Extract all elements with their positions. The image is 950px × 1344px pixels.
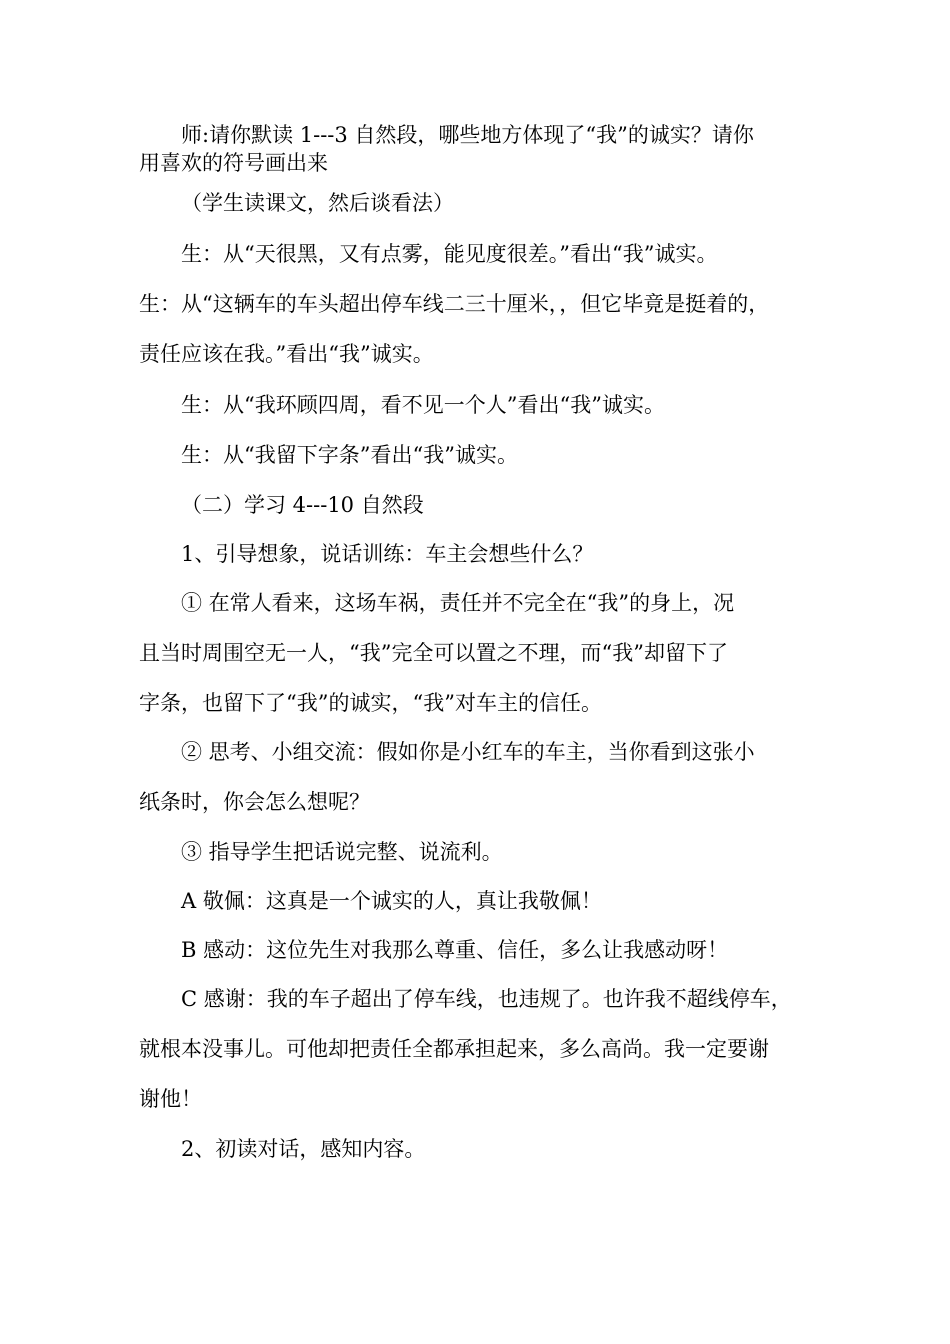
text-line: ① 在常人看来，这场车祸，责任并不完全在“我”的身上，况 [181,591,735,615]
paragraph-4 [139,279,819,379]
text-line: A 敬佩：这真是一个诚实的人，真让我敬佩！ [181,889,602,913]
text-line: 纸条时，你会怎么想呢？ [139,790,370,814]
text-line: 生：从“这辆车的车头超出停车线二三十厘米，，但它毕竟是挺着的， [139,292,770,316]
text-line: C 感谢：我的车子超出了停车线，也违规了。也许我不超线停车， [181,987,792,1011]
text-line: 用喜欢的符号画出来 [139,151,328,175]
paragraph-9 [139,727,819,827]
paragraph-5 [139,380,819,430]
paragraph-7 [139,529,819,579]
paragraph-14 [139,1124,819,1174]
text-line: （二）学习 4---10 自然段 [181,493,424,517]
text-line: 且当时周围空无一人，“我”完全可以置之不理，而“我”却留下了 [139,641,728,665]
text-line: 责任应该在我。”看出“我”诚实。 [139,342,434,366]
text-line: B 感动：这位先生对我那么尊重、信任，多么让我感动呀！ [181,938,729,962]
text-line: ③ 指导学生把话说完整、说流利。 [181,840,503,864]
paragraph-3 [139,229,819,279]
text-line: 生：从“天很黑，又有点雾，能见度很差。”看出“我”诚实。 [181,242,718,266]
text-line: 字条，也留下了“我”的诚实，“我”对车主的信任。 [139,691,602,715]
section-heading [139,480,819,530]
paragraph-13 [139,974,819,1124]
paragraph-1 [139,121,819,177]
text-line: 就根本没事儿。可他却把责任全都承担起来，多么高尚。我一定要谢 [139,1037,769,1061]
text-line: 生：从“我留下字条”看出“我”诚实。 [181,443,518,467]
paragraph-10 [139,827,819,877]
text-line: 2、初读对话，感知内容。 [181,1137,426,1161]
text-line: 生：从“我环顾四周，看不见一个人”看出“我”诚实。 [181,393,665,417]
paragraph-12 [139,925,819,975]
text-line: 1、引导想象，说话训练：车主会想些什么？ [181,542,594,566]
text-line: （学生读课文，然后谈看法） [181,191,454,215]
paragraph-8 [139,578,819,728]
paragraph-6 [139,430,819,480]
paragraph-11 [139,876,819,926]
text-line: 谢他！ [139,1087,202,1111]
text-line: 师:请你默读 1---3 自然段，哪些地方体现了“我”的诚实？请你 [181,123,754,147]
text-line: ② 思考、小组交流：假如你是小红车的车主，当你看到这张小 [181,740,755,764]
paragraph-2 [139,178,819,228]
